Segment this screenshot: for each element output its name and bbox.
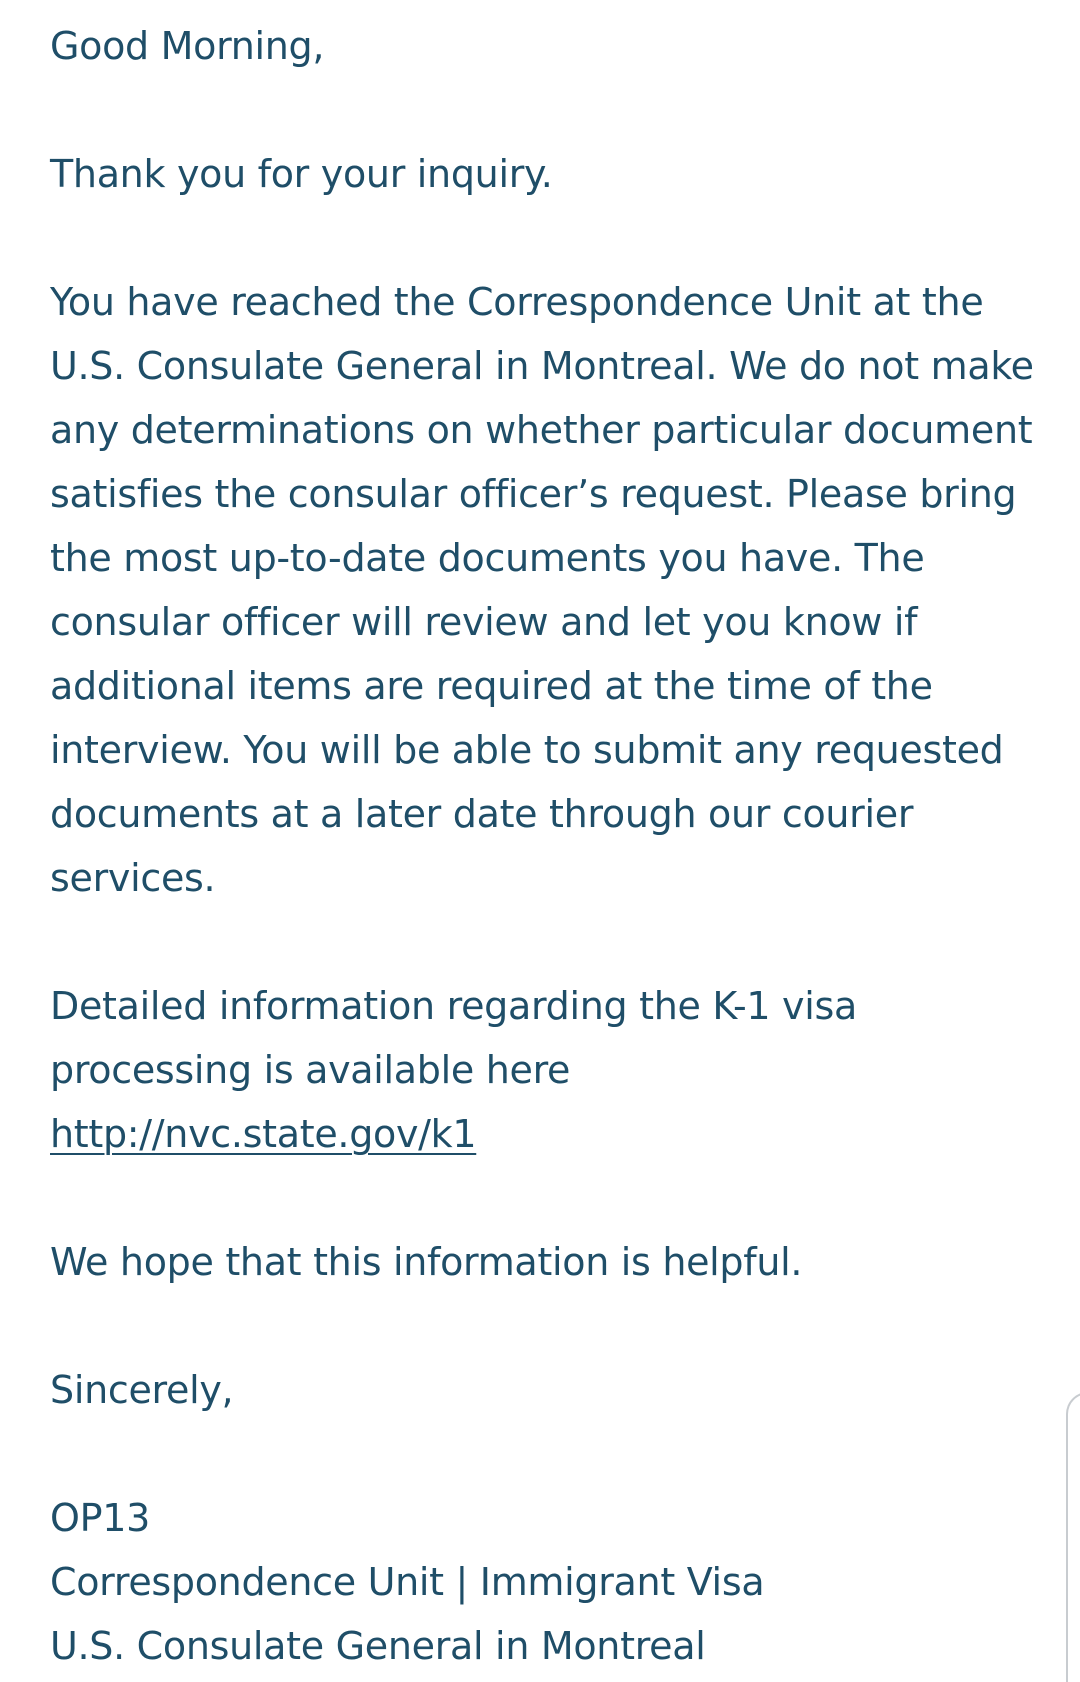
- signature-unit: Correspondence Unit | Immigrant Visa: [50, 1560, 765, 1604]
- greeting-text: Good Morning,: [50, 24, 325, 68]
- hope-text: We hope that this information is helpful.: [50, 1240, 803, 1284]
- nvc-k1-link[interactable]: http://nvc.state.gov/k1: [50, 1112, 477, 1156]
- info-paragraph: [50, 974, 1040, 1166]
- email-body: [50, 14, 1040, 1678]
- closing-text: Sincerely,: [50, 1368, 234, 1412]
- signature-office: U.S. Consulate General in Montreal: [50, 1624, 706, 1668]
- main-paragraph: You have reached the Correspondence Unit at the U.S. Consulate General in Montreal. We do not make any determinations on whether particular document satisfies the consular officer’s request. Please bring the most up-to-date documents you have. The consular officer will review and let you know if additional items are required at the time of the interview. You will be able to submit any requested documents at a later date through our courier services.: [50, 280, 1034, 900]
- signature-block: [50, 1486, 1040, 1678]
- thanks-text: Thank you for your inquiry.: [50, 152, 553, 196]
- scroll-handle[interactable]: [1066, 1392, 1080, 1682]
- signature-sender: OP13: [50, 1496, 150, 1540]
- info-text: Detailed information regarding the K-1 visa processing is available here: [50, 984, 857, 1092]
